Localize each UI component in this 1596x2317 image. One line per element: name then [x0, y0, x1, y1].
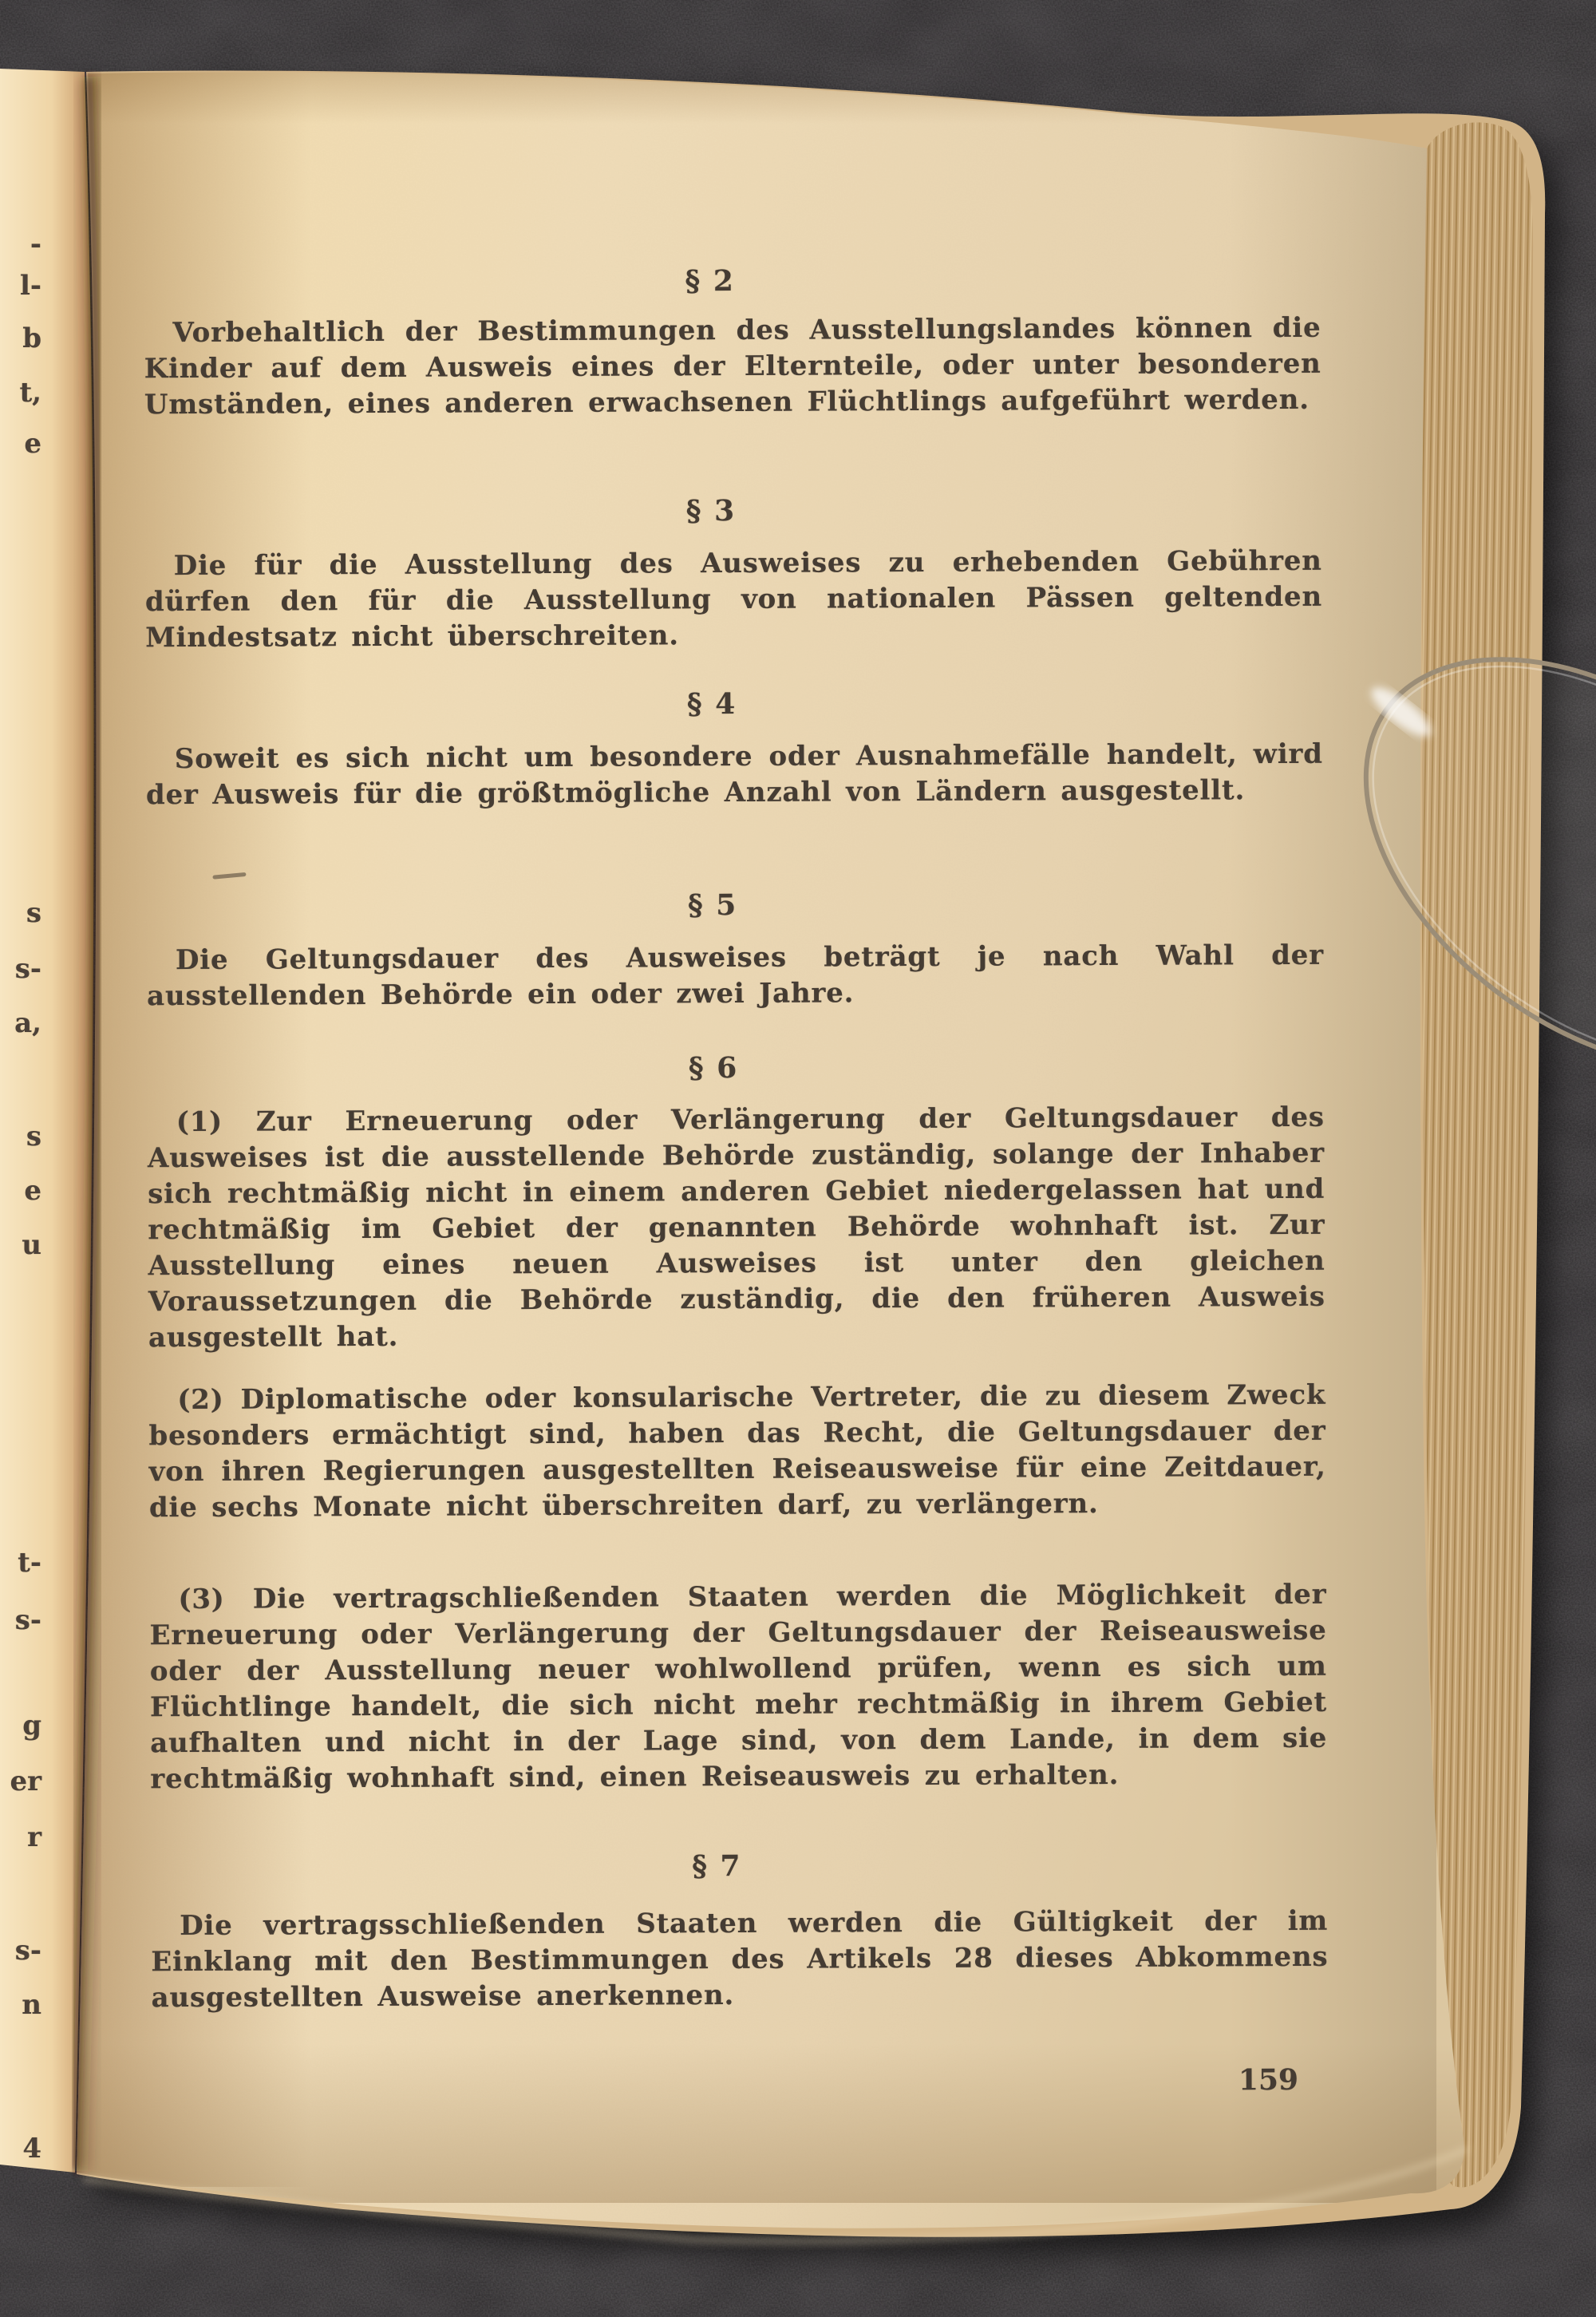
section-paragraph-6-1: (1) Zur Erneuerung oder Verlängerung der Geltungsdauer des Ausweises ist die ausstellende Behörde zuständig, solange der Inhaber sich rechtmäßig nicht in einem anderen Gebiet niedergelassen hat und rechtmäßig im Gebiet der genannten Behörde wohnhaft ist. Zur Ausstellung eines neuen Ausweises ist unter den gleichen Voraussetzungen die Behörde zuständig, die den früheren Ausweis ausgestellt hat. [147, 1101, 1325, 1354]
section-paragraph-3: Die für die Ausstellung des Ausweises zu erhebenden Gebühren dürfen den für die Ausstellung von nationalen Pässen geltenden Mindestsatz nicht überschreiten. [144, 544, 1323, 654]
section-paragraph-7: Die vertragsschließenden Staaten werden die Gültigkeit der im Einklang mit den Bestimmungen des Artikels 28 dieses Abkommens ausgestellten Ausweise anerkennen. [151, 1904, 1329, 2015]
facing-page-fragment: l- [19, 270, 41, 302]
page-content [143, 0, 1330, 2317]
facing-page-fragment: s [26, 1121, 41, 1153]
facing-page-text-fragments [0, 0, 45, 2317]
facing-page-fragment: s- [14, 1604, 41, 1636]
facing-page-fragment: a, [14, 1007, 41, 1039]
section-heading-6: § 6 [688, 1050, 739, 1085]
section-heading-5: § 5 [687, 888, 738, 923]
stray-pencil-mark [212, 872, 246, 880]
section-paragraph-6-2: (2) Diplomatische oder konsularische Vertreter, die zu diesem Zweck besonders ermächtigt sind, haben das Recht, die Geltungsdauer der von ihren Regierungen ausgestellten Reiseausweise für eine Zeitdauer, die sechs Monate nicht überschreiten darf, zu verlängern. [148, 1378, 1326, 1524]
facing-page-fragment: r [27, 1821, 41, 1853]
page-number: 159 [1238, 2062, 1299, 2098]
section-paragraph-5: Die Geltungsdauer des Ausweises beträgt je nach Wahl der ausstellenden Behörde ein oder zwei Jahre. [147, 939, 1324, 1013]
section-paragraph-2: Vorbehaltlich der Bestimmungen des Ausstellungslandes können die Kinder auf dem Ausweis eines der Elternteile, oder unter besonderen Umständen, eines anderen erwachsenen Flüchtlings aufgeführt werden. [144, 311, 1321, 421]
facing-page-fragment: e [24, 428, 41, 460]
facing-page-fragment: s- [14, 1935, 41, 1967]
facing-page-fragment: u [22, 1229, 41, 1261]
facing-page-fragment: b [22, 322, 41, 354]
facing-page-fragment: s [26, 897, 41, 929]
section-heading-7: § 7 [692, 1848, 742, 1884]
section-paragraph-4: Soweit es sich nicht um besondere oder Ausnahmefälle handelt, wird der Ausweis für die größtmögliche Anzahl von Ländern ausgestellt. [145, 737, 1323, 812]
facing-page-fragment: n [22, 1989, 41, 2021]
facing-page-fragment: s- [14, 953, 41, 985]
facing-page-fragment: - [30, 228, 41, 260]
facing-page-fragment: g [22, 1710, 41, 1742]
section-heading-4: § 4 [686, 686, 737, 722]
facing-page-fragment: t, [19, 377, 41, 409]
facing-page-fragment: 4 [22, 2133, 41, 2165]
facing-page-fragment: er [10, 1765, 41, 1797]
section-heading-3: § 3 [685, 493, 737, 528]
facing-page-fragment: e [24, 1175, 41, 1207]
facing-page-fragment: t- [18, 1547, 41, 1579]
section-heading-2: § 2 [685, 263, 735, 299]
section-paragraph-6-3: (3) Die vertragschließenden Staaten werden die Möglichkeit der Erneuerung oder Verlängerung der Geltungsdauer der Reiseausweise oder der Ausstellung neuer wohlwollend prüfen, wenn es sich um Flüchtlinge handelt, die sich nicht mehr rechtmäßig in ihrem Gebiet aufhalten und nicht in der Lage sind, von dem Lande, in dem sie rechtmäßig wohnhaft sind, einen Reiseausweis zu erhalten. [149, 1578, 1328, 1796]
fore-edge-pages [1422, 122, 1533, 2187]
